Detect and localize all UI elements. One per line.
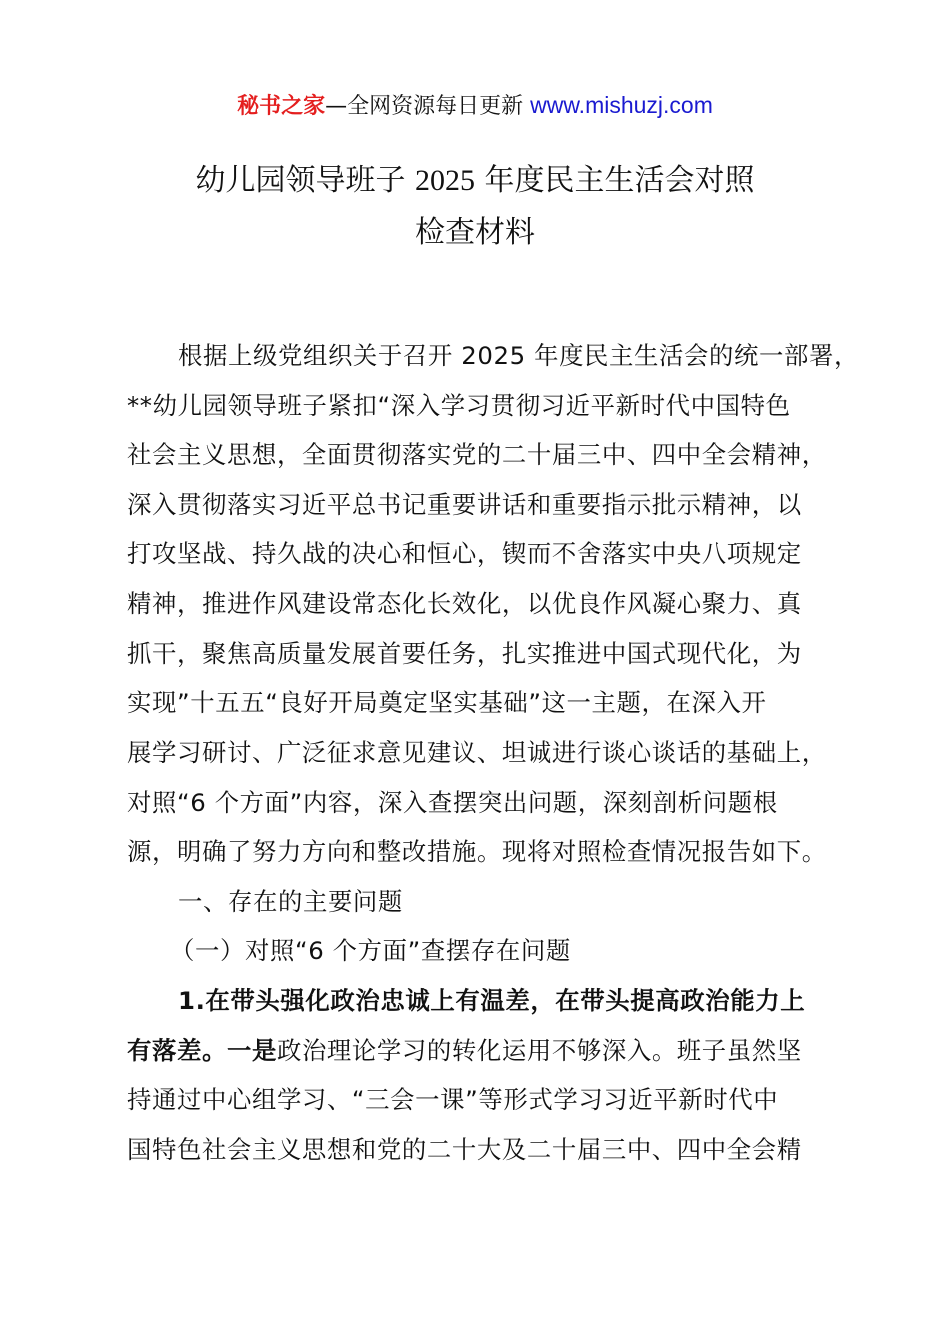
item-1-line-2: [127, 1033, 862, 1069]
body-line: 源，明确了努力方向和整改措施。现将对照检查情况报告如下。: [127, 837, 827, 866]
brand-logo-text: 秘书之家: [237, 94, 326, 119]
section-heading-2: （一）对照“6 个方面”查摆存在问题: [170, 936, 571, 965]
site-header: [0, 88, 950, 124]
body-line: 实现”十五五“良好开局奠定坚实基础”这一主题，在深入开: [127, 688, 767, 717]
body-line: 持通过中心组学习、“三会一课”等形式学习习近平新时代中: [127, 1085, 779, 1114]
item-1-text: 政治理论学习的转化运用不够深入。班子虽然坚: [276, 1036, 802, 1065]
body-line: 深入贯彻落实习近平总书记重要讲话和重要指示批示精神，以: [127, 490, 802, 519]
body-line: 打攻坚战、持久战的决心和恒心，锲而不舍落实中央八项规定: [127, 539, 802, 568]
title-year: 2025: [415, 164, 475, 197]
section-heading-1: 一、存在的主要问题: [178, 887, 403, 916]
item-1-heading: [178, 983, 913, 1019]
document-title-line-1: [0, 158, 950, 204]
body-line: 精神，推进作风建设常态化长效化，以优良作风凝心聚力、真: [127, 589, 802, 618]
body-line: 社会主义思想，全面贯彻落实党的二十届三中、四中全会精神，: [127, 440, 827, 469]
item-1-bold-text: 1.在带头强化政治忠诚上有温差，在带头提高政治能力上: [178, 986, 806, 1015]
site-url-link[interactable]: www.mishuzj.com: [530, 92, 713, 118]
body-line: 展学习研讨、广泛征求意见建议、坦诚进行谈心谈话的基础上，: [127, 738, 827, 767]
body-line: 对照“6 个方面”内容，深入查摆突出问题，深刻剖析问题根: [127, 788, 778, 817]
body-line: **幼儿园领导班子紧扣“深入学习贯彻习近平新时代中国特色: [127, 391, 791, 420]
header-dash: —: [325, 94, 348, 119]
body-line: 根据上级党组织关于召开 2025 年度民主生活会的统一部署，: [178, 341, 859, 370]
body-line: 国特色社会主义思想和党的二十大及二十届三中、四中全会精: [127, 1135, 802, 1164]
document-title-line-2: 检查材料: [415, 215, 535, 250]
item-1-bold-lead: 有落差。一是: [127, 1036, 277, 1065]
header-slogan: 全网资源每日更新: [347, 94, 524, 119]
title-prefix: 幼儿园领导班子: [195, 163, 406, 198]
title-suffix: 年度民主生活会对照: [484, 163, 755, 198]
body-line: 抓干，聚焦高质量发展首要任务，扎实推进中国式现代化，为: [127, 639, 802, 668]
